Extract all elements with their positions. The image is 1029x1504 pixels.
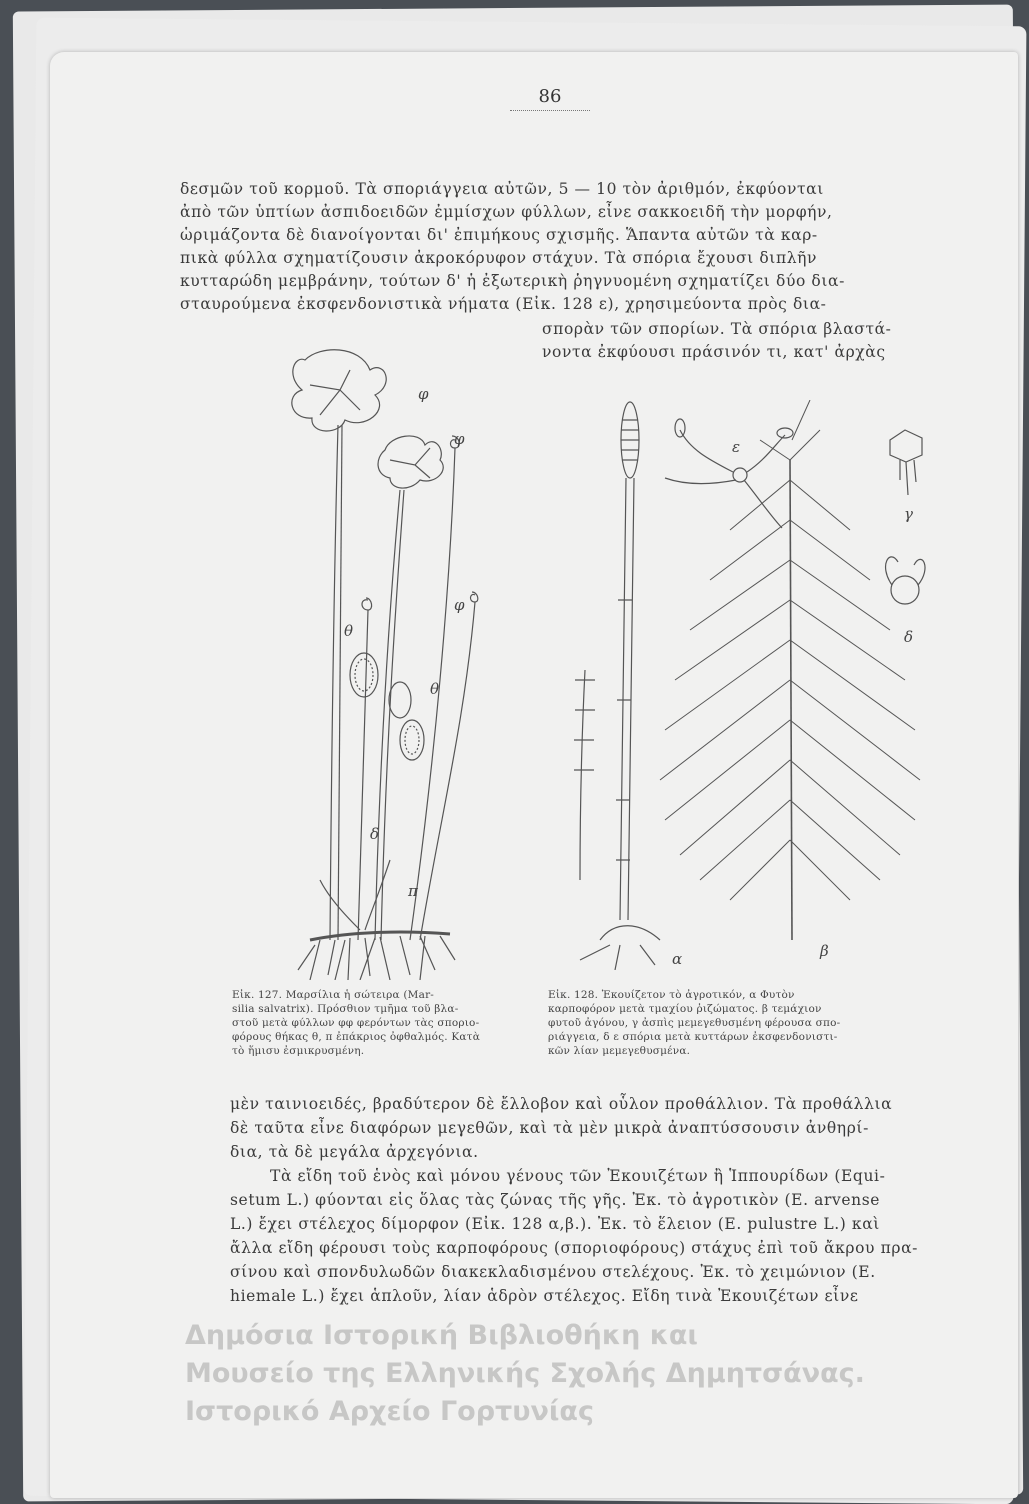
text-line: setum L.) φύονται εἰς ὅλας τὰς ζώνας τῆς γῆς. Ἐκ. τὸ ἀγροτικὸν (E. arvense xyxy=(230,1191,881,1209)
text-line: ἄλλα εἴδη φέρουσι τοὺς καρποφόρους (σποριοφόρους) στάχυς ἐπὶ τοῦ ἄκρου πρα- xyxy=(230,1239,919,1257)
label-pi: π xyxy=(408,882,418,900)
figure-128-equisetum-illustration xyxy=(560,400,960,970)
label-a: α xyxy=(672,950,683,968)
caption-line: φόρους θήκας θ, π ἐπάκριος ὀφθαλμός. Κατὰ xyxy=(232,1031,480,1043)
watermark-line: Μουσείο της Ελληνικής Σχολής Δημητσάνας. xyxy=(185,1358,865,1389)
caption-line: ριάγγεια, δ ε σπόρια μετὰ κυττάρων ἐκσφενδονιστι- xyxy=(548,1031,838,1043)
text-line: ὡριμάζοντα δὲ διανοίγονται δι' ἐπιμήκους σχισμῆς. Ἅπαντα αὐτῶν τὰ καρ- xyxy=(180,226,818,244)
page-number: 86 xyxy=(538,86,562,107)
label-phi: φ xyxy=(418,385,429,403)
text-line: Τὰ εἴδη τοῦ ἑνὸς καὶ μόνου γένους τῶν Ἐκουιζέτων ἢ Ἱππουρίδων (Equi- xyxy=(270,1167,886,1185)
text-line: νοντα ἐκφύουσι πράσινόν τι, κατ' ἀρχὰς xyxy=(542,343,886,361)
caption-line: Εἰκ. 128. Ἐκουίζετον τὸ ἀγροτικόν, α Φυτὸν xyxy=(548,989,795,1001)
figure-127-caption xyxy=(232,988,532,1058)
label-phi: φ xyxy=(454,430,465,448)
label-theta: θ xyxy=(430,680,440,698)
caption-line: στοῦ μετὰ φύλλων φφ φερόντων τὰς σποριο- xyxy=(232,1017,480,1029)
label-delta: δ xyxy=(370,825,380,843)
caption-line: Εἰκ. 127. Μαρσίλια ἡ σώτειρα (Mar- xyxy=(232,989,435,1001)
caption-line: φυτοῦ ἀγόνου, γ ἀσπὶς μεμεγεθυσμένη φέρουσα σπο- xyxy=(548,1017,841,1029)
label-phi: φ xyxy=(454,596,465,614)
label-theta: θ xyxy=(344,622,354,640)
text-line: δια, τὰ δὲ μεγάλα ἀρχεγόνια. xyxy=(230,1143,479,1161)
text-line: σίνου καὶ σπονδυλωδῶν διακεκλαδισμένου στελέχους. Ἐκ. τὸ χειμώνιον (E. xyxy=(230,1263,876,1281)
caption-line: κῶν λίαν μεμεγεθυσμένα. xyxy=(548,1045,691,1057)
text-line: πικὰ φύλλα σχηματίζουσιν ἀκροκόρυφον στάχυν. Τὰ σπόρια ἔχουσι διπλῆν xyxy=(180,249,818,267)
label-delta: δ xyxy=(904,628,914,646)
watermark-line: Δημόσια Ιστορική Βιβλιοθήκη και xyxy=(185,1320,698,1351)
text-line: hiemale L.) ἔχει ἁπλοῦν, λίαν ἁδρὸν στέλεχος. Εἴδη τινὰ Ἐκουιζέτων εἶνε xyxy=(230,1287,859,1305)
page-number-rule xyxy=(510,110,590,112)
text-line: κυτταρώδη μεμβράνην, τούτων δ' ἡ ἐξωτερικὴ ῥηγνυομένη σχηματίζει δύο δια- xyxy=(180,272,845,290)
label-b: β xyxy=(820,942,829,960)
text-line: μὲν ταινιοειδές, βραδύτερον δὲ ἔλλοβον καὶ οὗλον προθάλλιον. Τὰ προθάλλια xyxy=(230,1095,893,1113)
watermark-line: Ιστορικό Αρχείο Γορτυνίας xyxy=(185,1396,594,1427)
label-gamma: γ xyxy=(904,505,913,523)
caption-line: silia salvatrix). Πρόσθιον τμῆμα τοῦ βλα- xyxy=(232,1003,459,1015)
text-line: σταυρούμενα ἐκσφενδονιστικὰ νήματα (Εἰκ. 128 ε), χρησιμεύοντα πρὸς δια- xyxy=(180,295,827,313)
text-line: δὲ ταῦτα εἶνε διαφόρων μεγεθῶν, καὶ τὰ μὲν μικρὰ ἀναπτύσσουσιν ἀνθηρί- xyxy=(230,1119,869,1137)
label-epsilon: ε xyxy=(732,438,741,456)
text-line: δεσμῶν τοῦ κορμοῦ. Τὰ σποριάγγεια αὐτῶν, 5 — 10 τὸν ἀριθμόν, ἐκφύονται xyxy=(180,180,824,198)
caption-line: καρποφόρον μετὰ τμαχίου ῥιζώματος. β τεμάχιον xyxy=(548,1003,822,1015)
caption-line: τὸ ἥμισυ ἐσμικρυσμένη. xyxy=(232,1045,365,1057)
text-line: ἀπὸ τῶν ὑπτίων ἀσπιδοειδῶν ἐμμίσχων φύλλων, εἶνε σακκοειδῆ τὴν μορφήν, xyxy=(180,203,833,221)
text-line: σπορὰν τῶν σπορίων. Τὰ σπόρια βλαστά- xyxy=(542,320,892,338)
figure-127-marsilia-illustration xyxy=(250,340,550,980)
text-line: L.) ἔχει στέλεχος δίμορφον (Εἰκ. 128 α,β.). Ἐκ. τὸ ἕλειον (E. pulustre L.) καὶ xyxy=(230,1215,880,1233)
figure-128-caption xyxy=(548,988,968,1058)
